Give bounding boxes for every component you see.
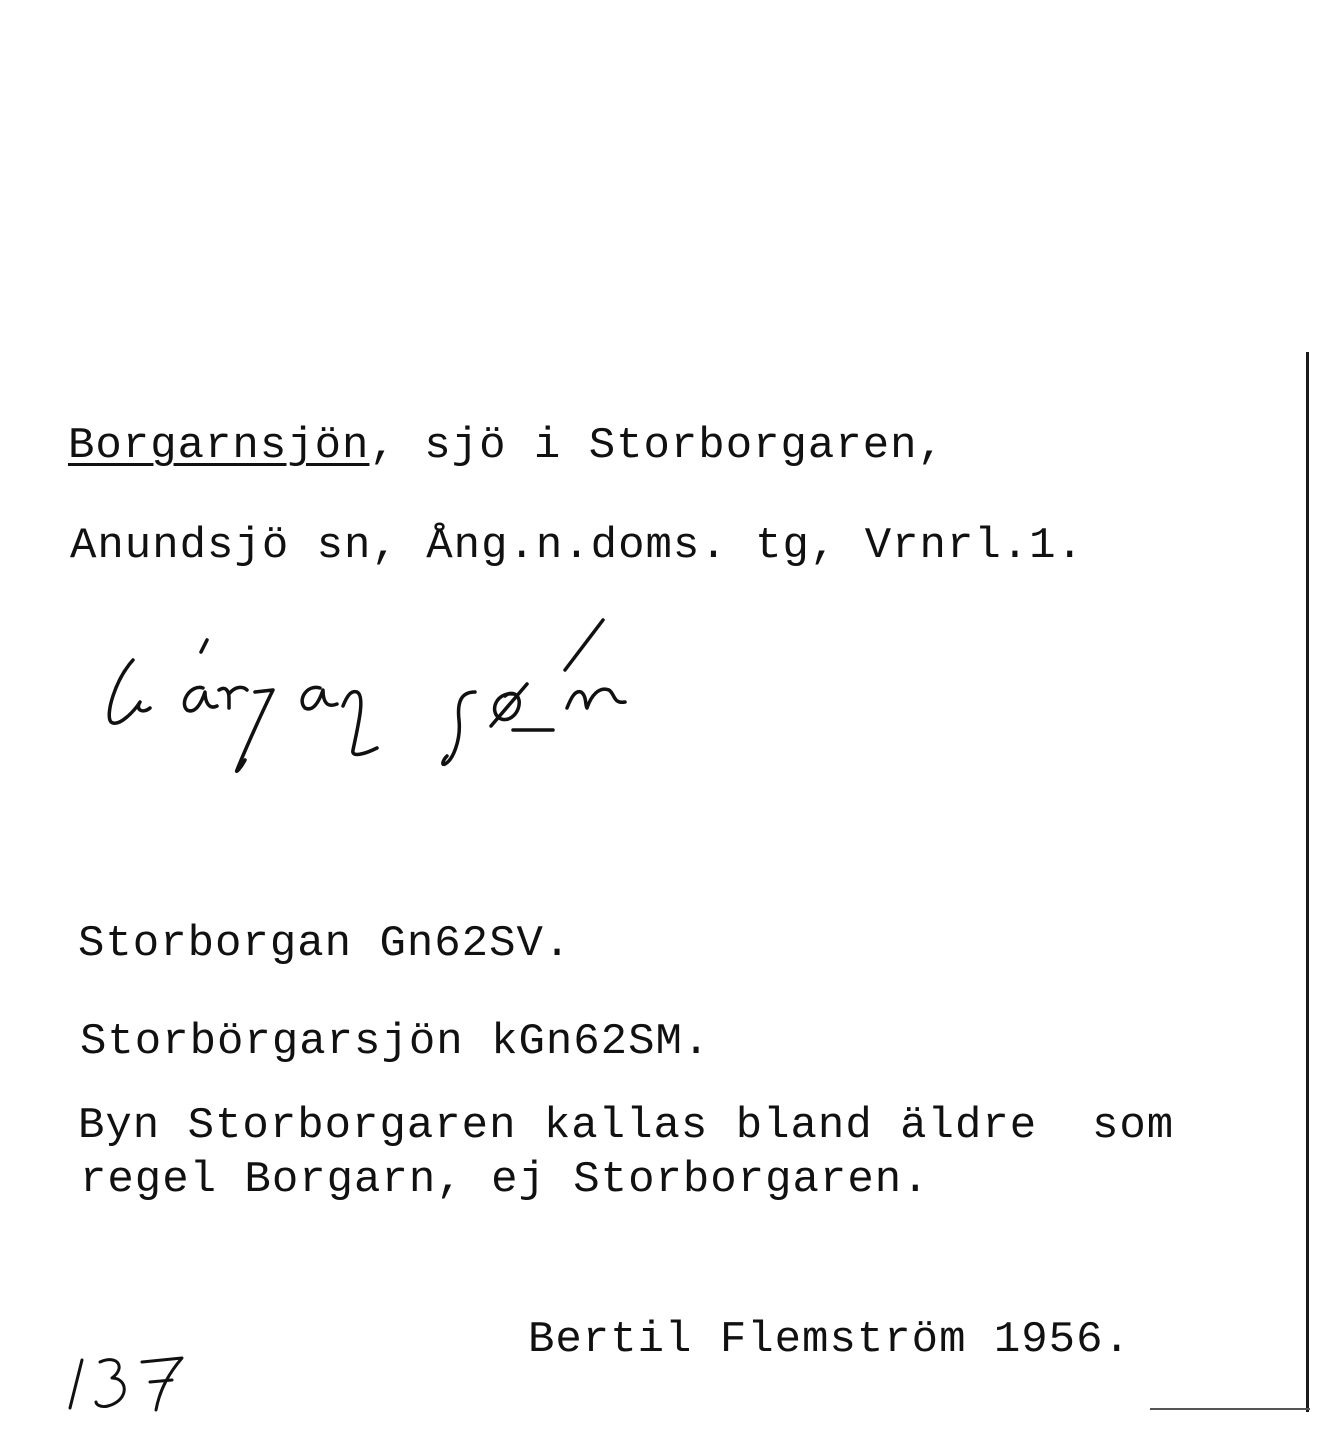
note-line-2: regel Borgarn, ej Storborgaren.	[80, 1155, 930, 1205]
headword-description: , sjö i Storborgaren,	[369, 421, 945, 471]
handwritten-card-number	[60, 1348, 200, 1418]
card-bottom-edge	[1150, 1408, 1310, 1410]
map-name-2: Storbörgarsjön kGn62SM.	[80, 1017, 711, 1067]
handwritten-pronunciation	[95, 610, 655, 785]
card-line-1	[68, 421, 945, 471]
headword: Borgarnsjön	[68, 421, 370, 471]
signature: Bertil Flemström 1956.	[528, 1315, 1131, 1365]
map-name-1: Storborgan Gn62SV.	[78, 919, 572, 969]
note-line-1: Byn Storborgaren kallas bland äldre som	[78, 1101, 1175, 1151]
card-line-2: Anundsjö sn, Ång.n.doms. tg, Vrnrl.1.	[70, 521, 1084, 571]
card-right-edge	[1306, 352, 1309, 1412]
